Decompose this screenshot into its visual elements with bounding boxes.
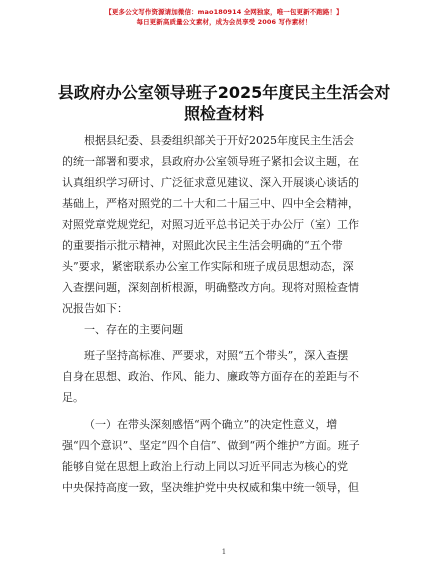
paragraph-1-line: 对照党章党规党纪，对照习近平总书记关于办公厅（室）工作 [62, 218, 359, 231]
paragraph-1-line: 认真组织学习研讨、广泛征求意见建议、深入开展谈心谈话的 [62, 176, 359, 189]
section-heading-1: 一、存在的主要问题 [84, 323, 183, 336]
paragraph-2-line: 自身在思想、政治、作风、能力、廉政等方面存在的差距与不 [62, 370, 359, 383]
paragraph-1-line: 根据县纪委、县委组织部关于开好2025年度民主生活会 [84, 134, 354, 147]
paragraph-3-line: （一）在带头深刻感悟“两个确立”的决定性意义，增 [84, 418, 338, 431]
paragraph-3-line: 强“四个意识”、坚定“四个自信”、做到“两个维护”方面。班子 [62, 439, 360, 452]
paragraph-1-line: 况报告如下： [62, 302, 128, 315]
paragraph-1-line: 头”要求，紧密联系办公室工作实际和班子成员思想动态，深 [62, 260, 354, 273]
promo-banner-line-1: 【更多公文写作资源请加微信：mao180914 全网独家，唯一包更新不跑路！】 [105, 8, 343, 16]
document-title-line-1: 县政府办公室领导班子2025年度民主生活会对 [57, 83, 391, 102]
paragraph-3-line: 中央保持高度一致，坚决维护党中央权威和集中统一领导，但 [62, 481, 359, 494]
paragraph-1-line: 的统一部署和要求，县政府办公室领导班子紧扣会议主题，在 [62, 155, 359, 168]
paragraph-1-line: 入查摆问题，深刻剖析根源，明确整改方向。现将对照检查情 [62, 281, 359, 294]
paragraph-1-line: 的重要指示批示精神，对照此次民主生活会明确的“五个带 [62, 239, 343, 252]
paragraph-2-line: 足。 [62, 391, 84, 404]
paragraph-1-line: 基础上，严格对照党的二十大和二十届三中、四中全会精神， [62, 197, 359, 210]
paragraph-2-line: 班子坚持高标准、严要求，对照“五个带头”，深入查摆 [84, 349, 349, 362]
promo-banner-line-2: 每日更新高质量公文素材，成为会员享受 2006 写作素材！ [136, 18, 312, 26]
paragraph-3-line: 能够自觉在思想上政治上行动上同以习近平同志为核心的党 [62, 460, 348, 473]
page-number: 1 [221, 548, 227, 556]
document-title-line-2: 照检查材料 [183, 104, 264, 123]
